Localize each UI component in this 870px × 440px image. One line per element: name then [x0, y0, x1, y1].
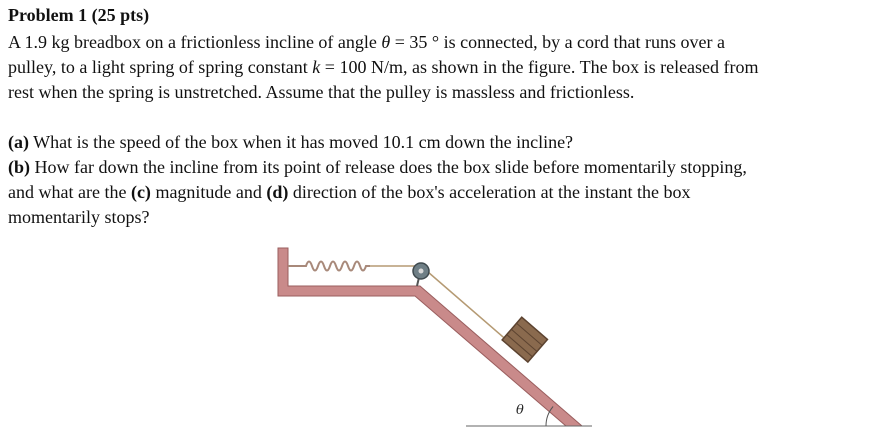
angle-label: θ — [516, 403, 524, 418]
problem-statement — [8, 30, 858, 105]
k-symbol: k — [312, 57, 321, 77]
question-a: (a) What is the speed of the box when it has moved 10.1 cm down the incline? — [8, 132, 574, 152]
statement-line-2: pulley, to a light spring of spring constant k = 100 N/m, as shown in the figure. The box is released from — [8, 57, 759, 77]
question-b: (b) How far down the incline from its point of release does the box slide before momentarily stopping, — [8, 157, 747, 177]
problem-title: Problem 1 (25 pts) — [8, 5, 150, 25]
question-last-line: momentarily stops? — [8, 207, 150, 227]
theta-symbol: θ — [381, 32, 391, 52]
incline-figure — [270, 238, 600, 438]
breadbox — [502, 317, 547, 362]
question-c-d: and what are the (c) magnitude and (d) direction of the box's acceleration at the instant the box — [8, 182, 691, 202]
spring — [288, 262, 370, 271]
pulley — [413, 263, 429, 286]
questions — [8, 130, 858, 230]
statement-line-3: rest when the spring is unstretched. Assume that the pulley is massless and frictionless. — [8, 82, 635, 102]
statement-line-1: A 1.9 kg breadbox on a frictionless incline of angle θ = 35 ° is connected, by a cord that runs over a — [8, 32, 725, 52]
